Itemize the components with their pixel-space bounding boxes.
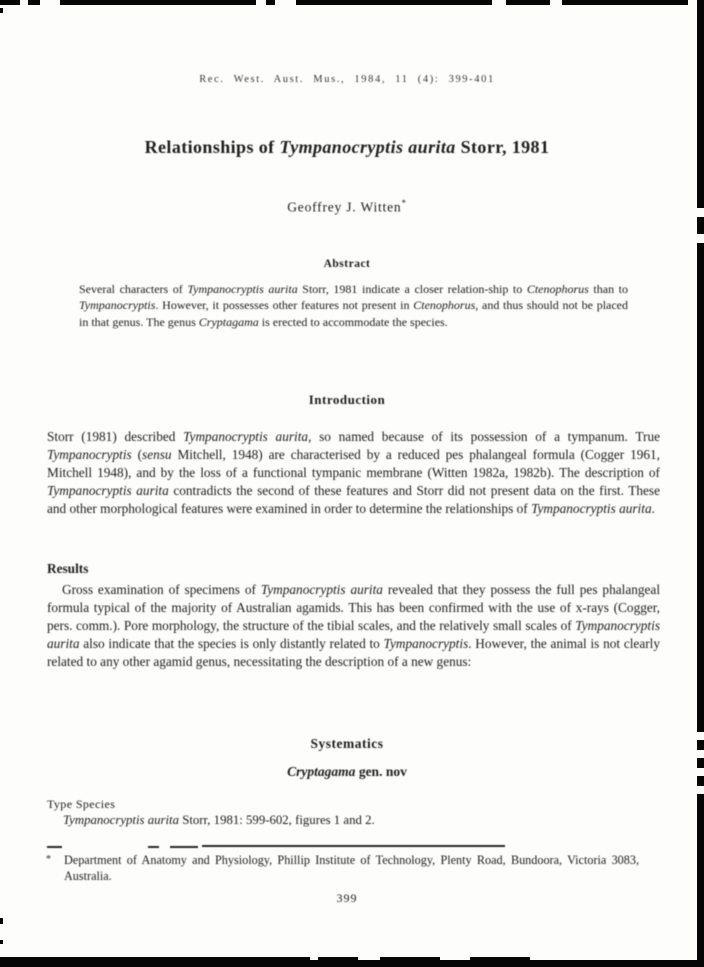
- scan-artifact-gap: [696, 234, 704, 243]
- italic-text-run: Tympanocryptis aurita: [47, 483, 169, 498]
- scan-artifact-top: [562, 0, 688, 5]
- italic-text-run: Tympanocryptis aurita: [183, 429, 309, 444]
- text-run: Storr, 1981 indicate a closer relation-ship to: [297, 282, 527, 296]
- paper-title: [0, 137, 694, 158]
- scan-artifact-gap: [696, 208, 704, 217]
- scan-artifact-left: [0, 918, 3, 924]
- scan-artifact-gap: [696, 768, 704, 776]
- scan-artifact-gap: [696, 750, 704, 758]
- text-run: Storr (1981) described: [47, 429, 184, 444]
- scan-artifact-top: [266, 0, 275, 5]
- footnote-rule: [202, 845, 505, 847]
- footnote-marker: *: [46, 854, 51, 865]
- footnote-rule: [47, 846, 62, 848]
- text-run: contradicts the second of these features and Storr did not present data on the first. These and other morphological features were examined in order to determine the relationships of: [47, 483, 661, 516]
- scan-artifact-bottom: [380, 957, 440, 961]
- text-run: . However, it possesses other features not present in: [155, 298, 414, 313]
- footnote-rule: [148, 846, 159, 848]
- scan-artifact-gap: [696, 786, 704, 794]
- text-run: Gross examination of specimens of: [62, 582, 261, 597]
- scan-artifact-top: [506, 0, 550, 5]
- scan-artifact-top: [0, 0, 20, 5]
- scan-artifact-top: [296, 0, 492, 5]
- type-species-line: [63, 813, 653, 828]
- new-genus-line: [0, 764, 694, 780]
- scan-artifact-bottom: [0, 957, 310, 963]
- text-run: , and thus should not be placed in that genus. The genus: [79, 298, 629, 329]
- text-run: . However, the animal is not clearly related to any other agamid genus, necessitating the description of a new genus:: [47, 636, 660, 669]
- italic-text-run: Ctenophorus: [413, 298, 476, 313]
- italic-text-run: Cryptagama: [287, 764, 356, 779]
- type-species-heading: Type Species: [47, 797, 116, 811]
- text-run: revealed that they possess the full pes phalangeal formula typical of the majority of Australian agamids. This has been confirmed with the use of x-rays (Cogger, pers. comm.). Pore morphology, the structure of the tibial scales, and the relatively small scales of: [47, 582, 661, 633]
- author-line: [0, 198, 694, 216]
- italic-text-run: Tympanocryptis aurita: [260, 582, 383, 597]
- italic-text-run: Tympanocryptis aurita: [279, 137, 456, 157]
- results-heading: Results: [47, 561, 89, 576]
- text-run: Storr, 1981: 599-602, figures 1 and 2.: [179, 813, 375, 827]
- abstract-paragraph: [79, 281, 628, 330]
- author-name: Geoffrey J. Witten: [287, 199, 402, 215]
- text-run: Mitchell, 1948) are characterised by a reduced pes phalangeal formula (Cogger 1961, Mitchell 1948), and by the loss of a functional tympanic membrane (Witten 1982a, 1982b). The description of: [47, 447, 660, 480]
- author-footnote-marker: *: [401, 198, 407, 208]
- scan-artifact-top: [28, 0, 40, 5]
- text-run: is erected to accommodate the species.: [258, 314, 448, 329]
- text-run: (: [131, 447, 143, 462]
- introduction-heading: Introduction: [308, 392, 386, 407]
- text-run: also indicate that the species is only distantly related to: [79, 636, 384, 651]
- footnote: [47, 853, 639, 885]
- italic-text-run: Tympanocryptis aurita: [531, 501, 652, 516]
- scan-artifact-left: [0, 940, 3, 944]
- results-paragraph: [47, 581, 660, 671]
- footnote-text: Department of Anatomy and Physiology, Phillip Institute of Technology, Plenty Road, Bundoora, Victoria 3083, Australia.: [64, 853, 639, 883]
- italic-text-run: Tympanocryptis aurita: [63, 813, 179, 827]
- text-run: .: [651, 501, 655, 516]
- text-run: than to: [588, 282, 628, 296]
- footnote-rule: [170, 846, 198, 848]
- italic-text-run: sensu: [142, 447, 172, 462]
- text-run: Several characters of: [79, 282, 188, 296]
- scan-artifact-gap: [696, 732, 704, 740]
- scan-artifact-top: [60, 0, 256, 5]
- italic-text-run: Ctenophorus: [526, 282, 589, 296]
- systematics-heading: Systematics: [310, 736, 384, 751]
- italic-text-run: Tympanocryptis: [79, 298, 156, 313]
- text-run: gen. nov: [355, 764, 407, 779]
- introduction-paragraph: [47, 428, 660, 518]
- text-run: Storr, 1981: [455, 137, 550, 157]
- scan-artifact-left: [0, 8, 3, 13]
- scan-artifact-bottom: [318, 957, 358, 961]
- scan-artifact-bottom: [470, 957, 530, 961]
- journal-citation: Rec. West. Aust. Mus., 1984, 11 (4): 399-401: [199, 74, 495, 85]
- italic-text-run: Tympanocryptis: [383, 636, 469, 651]
- scan-artifact-right: [697, 0, 704, 967]
- italic-text-run: Tympanocryptis aurita: [187, 282, 298, 296]
- page-number: 399: [336, 891, 358, 905]
- text-run: , so named because of its possession of a tympanum. True: [308, 429, 660, 444]
- italic-text-run: Tympanocryptis: [47, 447, 132, 462]
- italic-text-run: Cryptagama: [198, 314, 259, 329]
- italic-text-run: Tympanocryptis aurita: [47, 618, 660, 651]
- text-run: Relationships of: [144, 137, 280, 157]
- abstract-heading: Abstract: [323, 258, 371, 270]
